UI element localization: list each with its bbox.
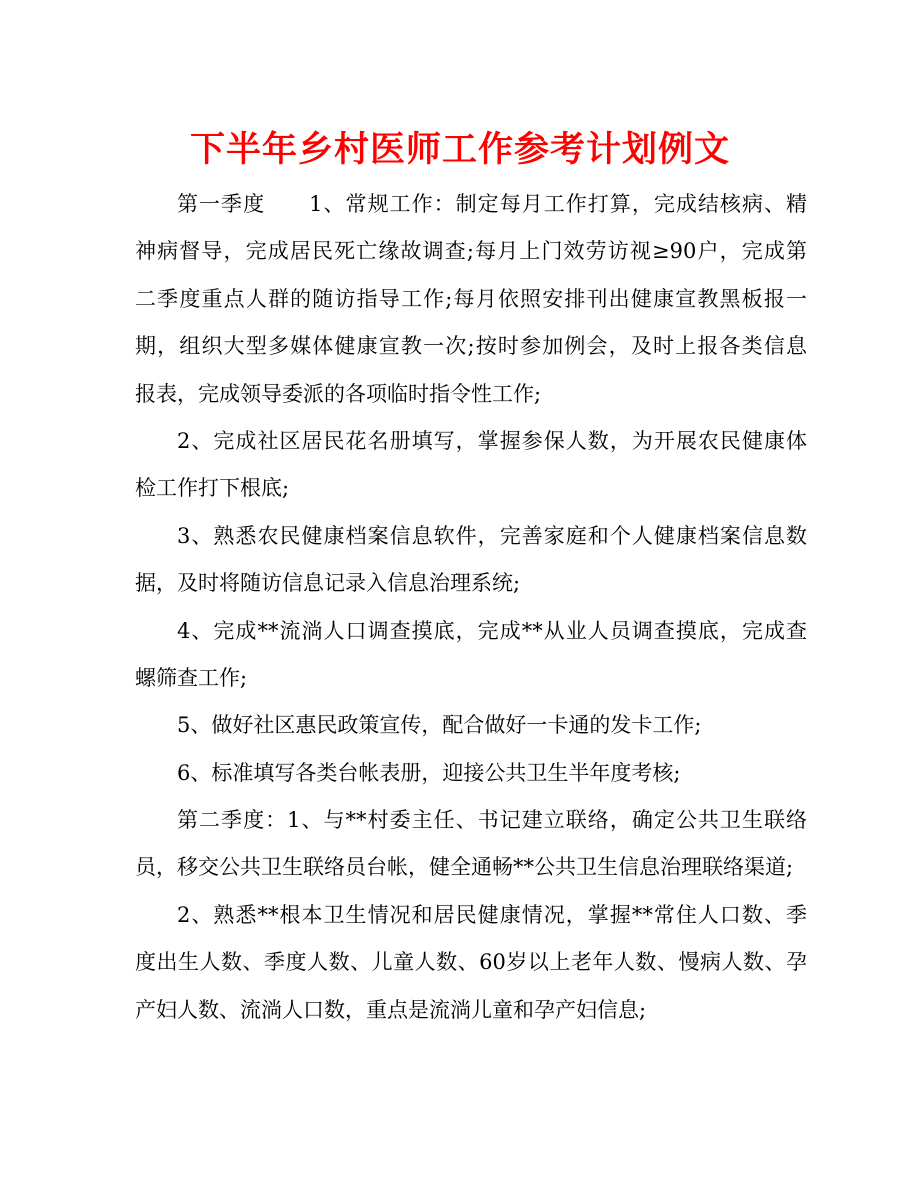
text-line: 2、完成社区居民花名册填写，掌握参保人数，为开展农民健康体 — [177, 428, 807, 453]
text-line: 神病督导，完成居民死亡缘故调查;每月上门效劳访视≥90户，完成第 — [135, 239, 807, 264]
text-line: 产妇人数、流淌人口数，重点是流淌儿童和孕产妇信息; — [135, 997, 647, 1022]
paragraph — [135, 418, 807, 513]
paragraph — [135, 797, 807, 892]
paragraph — [135, 750, 807, 797]
text-line: 据，及时将随访信息记录入信息治理系统; — [135, 571, 521, 596]
text-line: 螺筛查工作; — [135, 665, 248, 690]
text-line: 二季度重点人群的随访指导工作;每月依照安排刊出健康宣教黑板报一 — [135, 286, 807, 311]
text-line: 报表，完成领导委派的各项临时指令性工作; — [135, 381, 542, 406]
text-line: 5、做好社区惠民政策宣传，配合做好一卡通的发卡工作; — [177, 713, 702, 738]
paragraph — [135, 513, 807, 608]
text-line: 度出生人数、季度人数、儿童人数、60岁以上老年人数、慢病人数、孕 — [135, 950, 807, 975]
paragraph — [135, 892, 807, 1034]
text-line: 检工作打下根底; — [135, 476, 290, 501]
text-line: 6、标准填写各类台帐表册，迎接公共卫生半年度考核; — [177, 760, 681, 785]
document-title: 下半年乡村医师工作参考计划例文 — [189, 130, 730, 170]
paragraph — [135, 181, 807, 418]
text-line: 3、熟悉农民健康档案信息软件，完善家庭和个人健康档案信息数 — [177, 523, 807, 548]
text-line: 员，移交公共卫生联络员台帐，健全通畅**公共卫生信息治理联络渠道; — [135, 855, 794, 880]
text-line: 期，组织大型多媒体健康宣教一次;按时参加例会，及时上报各类信息 — [135, 334, 807, 359]
document-body — [135, 181, 807, 1034]
text-line: 第二季度：1、与**村委主任、书记建立联络，确定公共卫生联络 — [177, 808, 807, 833]
text-line: 2、熟悉**根本卫生情况和居民健康情况，掌握**常住人口数、季 — [177, 902, 807, 927]
paragraph — [135, 702, 807, 749]
paragraph — [135, 608, 807, 703]
text-line: 4、完成**流淌人口调查摸底，完成**从业人员调查摸底，完成查 — [177, 618, 807, 643]
text-line: 第一季度 1、常规工作：制定每月工作打算，完成结核病、精 — [177, 192, 807, 216]
